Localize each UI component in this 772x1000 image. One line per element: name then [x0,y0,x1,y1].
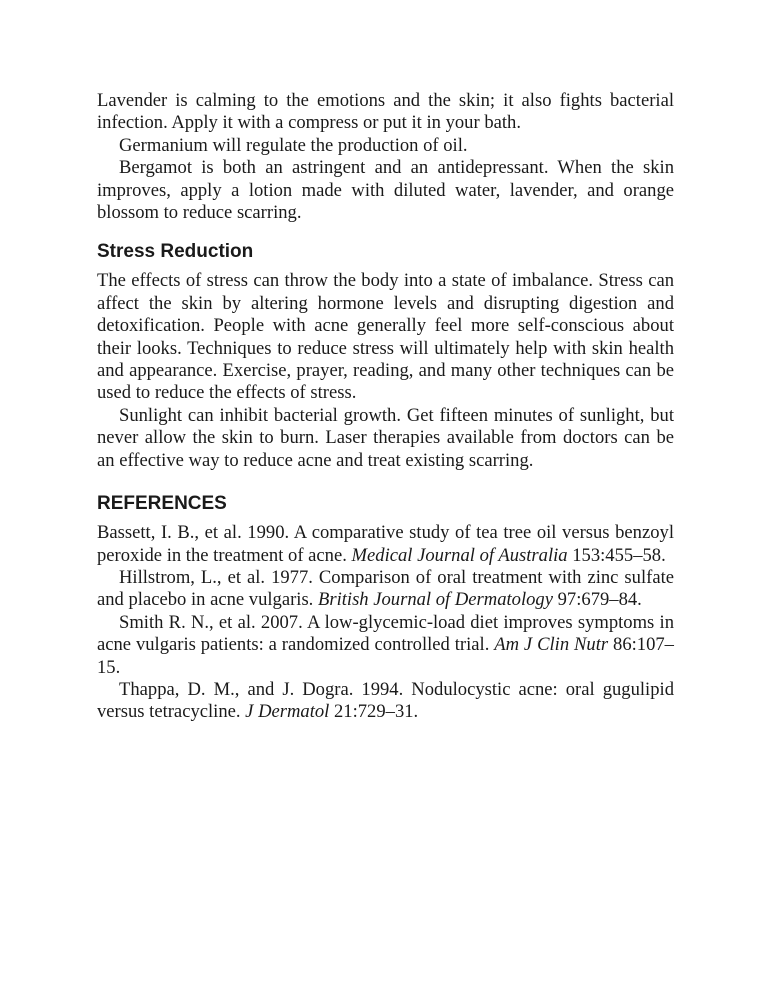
reference-citation: Bassett, I. B., et al. 1990. A comparative study of tea tree oil versus benzoyl peroxide in the treatment of acne. [97,522,674,566]
reference-volume: 97:679–84. [552,589,642,611]
reference-item [97,522,674,567]
reference-citation: Thappa, D. M., and J. Dogra. 1994. Nodulocystic acne: oral gugulipid versus tetracycline. [97,678,674,723]
reference-journal: J Dermatol [245,701,330,723]
paragraph-bergamot: Bergamot is both an astringent and an antidepressant. When the skin improves, apply a lotion made with diluted water, lavender, and orange blossom to reduce scarring. [97,157,674,224]
reference-journal: Medical Journal of Australia [351,544,568,566]
reference-item [97,679,674,724]
reference-item [97,612,674,679]
heading-references: REFERENCES [97,493,227,515]
reference-item [97,567,674,612]
paragraph-germanium: Germanium will regulate the production of oil. [119,134,468,156]
heading-stress-reduction: Stress Reduction [97,241,254,263]
reference-citation: Smith R. N., et al. 2007. A low-glycemic-load diet improves symptoms in acne vulgaris patients: a randomized controlled trial. [97,611,674,656]
paragraph-sunlight: Sunlight can inhibit bacterial growth. Get fifteen minutes of sunlight, but never allow the skin to burn. Laser therapies available from doctors can be an effective way to reduce acne and treat existing scarring. [97,404,674,471]
reference-volume: 153:455–58. [567,544,666,566]
paragraph-lavender: Lavender is calming to the emotions and the skin; it also fights bacterial infection. Apply it with a compress or put it in your bath. [97,90,674,134]
reference-journal: British Journal of Dermatology [317,589,553,611]
page-content [97,90,674,724]
paragraph-stress-effects: The effects of stress can throw the body into a state of imbalance. Stress can affect the skin by altering hormone levels and disrupting digestion and detoxification. People with acne generally feel more self-conscious about their looks. Techniques to reduce stress will ultimately help with skin health and appearance. Exercise, prayer, reading, and many other techniques can be used to reduce the effects of stress. [97,270,674,404]
reference-citation: Hillstrom, L., et al. 1977. Comparison of oral treatment with zinc sulfate and placebo in acne vulgaris. [97,566,674,611]
reference-journal: Am J Clin Nutr [494,634,609,656]
reference-volume: 86:107–15. [97,634,674,678]
reference-volume: 21:729–31. [329,701,419,723]
